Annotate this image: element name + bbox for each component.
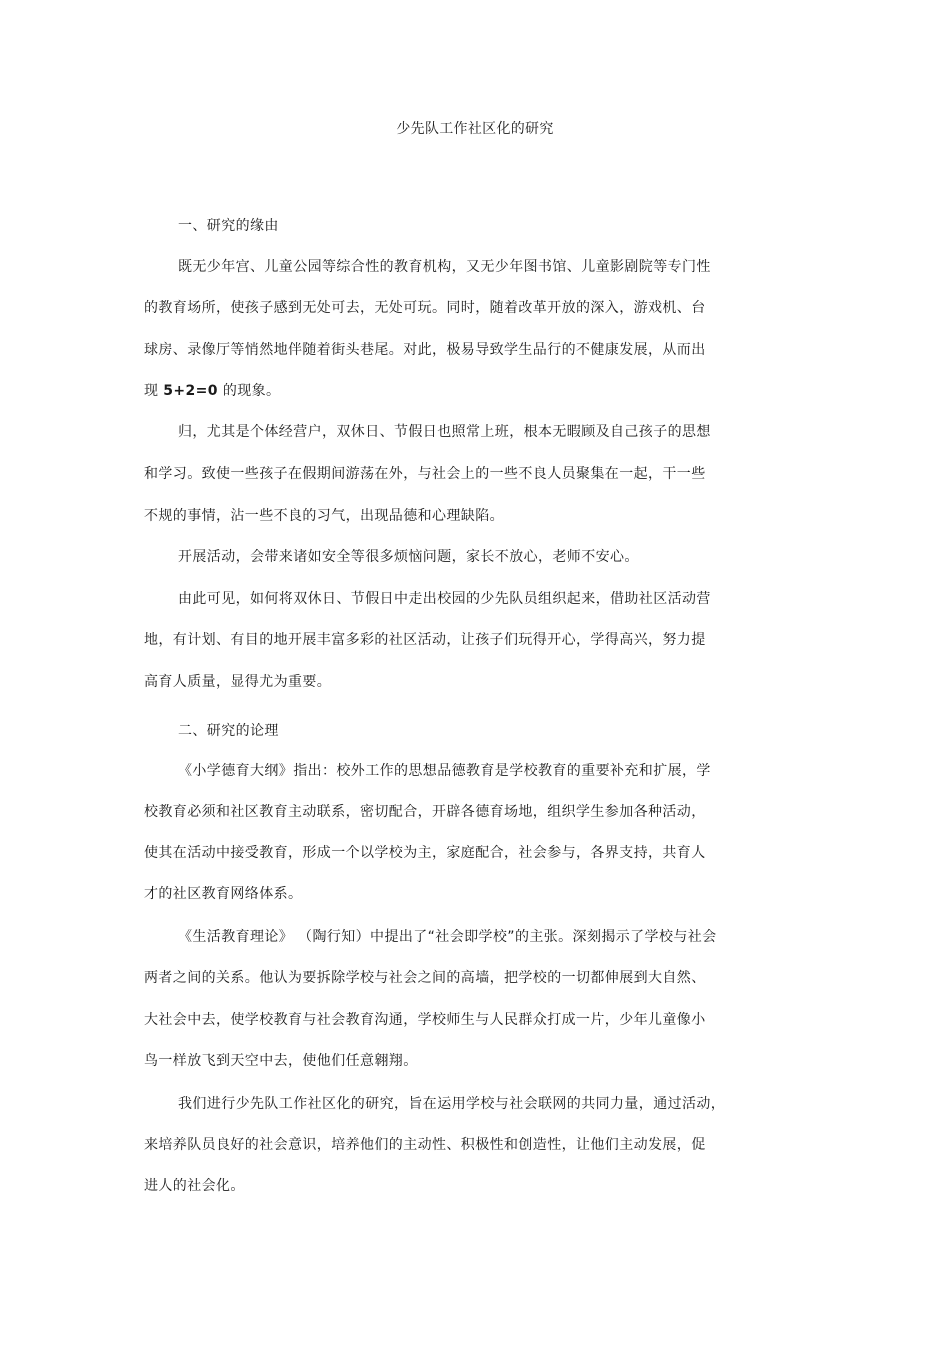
paragraph-line: 大社会中去，使学校教育与社会教育沟通，学校师生与人民群众打成一片，少年儿童像小 (144, 1012, 706, 1028)
paragraph-line: 我们进行少先队工作社区化的研究，旨在运用学校与社会联网的共同力量，通过活动， (178, 1096, 726, 1112)
paragraph-line: 的教育场所，使孩子感到无处可去，无处可玩。同时，随着改革开放的深入，游戏机、台 (144, 300, 706, 316)
paragraph-line: 不规的事情，沾一些不良的习气，出现品德和心理缺陷。 (144, 508, 504, 524)
paragraph-line: 《小学德育大纲》指出：校外工作的思想品德教育是学校教育的重要补充和扩展，学 (178, 763, 711, 779)
paragraph-line: 由此可见，如何将双休日、节假日中走出校园的少先队员组织起来，借助社区活动营 (178, 591, 711, 607)
paragraph-line: 才的社区教育网络体系。 (144, 886, 303, 902)
document-title: 少先队工作社区化的研究 (396, 121, 554, 137)
section-heading-2: 二、研究的论理 (178, 723, 279, 739)
paragraph-line: 校教育必须和社区教育主动联系，密切配合，开辟各德育场地，组织学生参加各种活动， (144, 804, 706, 820)
paragraph-line: 归，尤其是个体经营户，双休日、节假日也照常上班，根本无暇顾及自己孩子的思想 (178, 424, 711, 440)
paragraph-line: 《生活教育理论》 （陶行知）中提出了“社会即学校”的主张。深刻揭示了学校与社会 (178, 929, 717, 945)
paragraph-text: 的现象。 (222, 383, 281, 399)
section-heading-1: 一、研究的缘由 (178, 218, 279, 234)
paragraph-text: 现 (144, 383, 159, 399)
paragraph-line: 使其在活动中接受教育，形成一个以学校为主，家庭配合，社会参与，各界支持，共育人 (144, 845, 706, 861)
paragraph-line: 鸟一样放飞到天空中去，使他们任意翱翔。 (144, 1053, 418, 1069)
paragraph-line: 地，有计划、有目的地开展丰富多彩的社区活动，让孩子们玩得开心，学得高兴，努力提 (144, 632, 706, 648)
paragraph-line: 高育人质量，显得尤为重要。 (144, 674, 332, 690)
paragraph-line (144, 381, 280, 401)
formula-text: 5+2=0 (163, 383, 218, 399)
paragraph-line: 开展活动，会带来诸如安全等很多烦恼问题，家长不放心，老师不安心。 (178, 549, 639, 565)
paragraph-line: 球房、录像厅等悄然地伴随着街头巷尾。对此，极易导致学生品行的不健康发展，从而出 (144, 342, 706, 358)
paragraph-line: 进人的社会化。 (144, 1178, 245, 1194)
paragraph-line: 和学习。致使一些孩子在假期间游荡在外，与社会上的一些不良人员聚集在一起，干一些 (144, 466, 706, 482)
paragraph-line: 既无少年宫、儿童公园等综合性的教育机构，又无少年图书馆、儿童影剧院等专门性 (178, 259, 711, 275)
paragraph-line: 两者之间的关系。他认为要拆除学校与社会之间的高墙，把学校的一切都伸展到大自然、 (144, 970, 706, 986)
paragraph-line: 来培养队员良好的社会意识，培养他们的主动性、积极性和创造性，让他们主动发展，促 (144, 1137, 706, 1153)
